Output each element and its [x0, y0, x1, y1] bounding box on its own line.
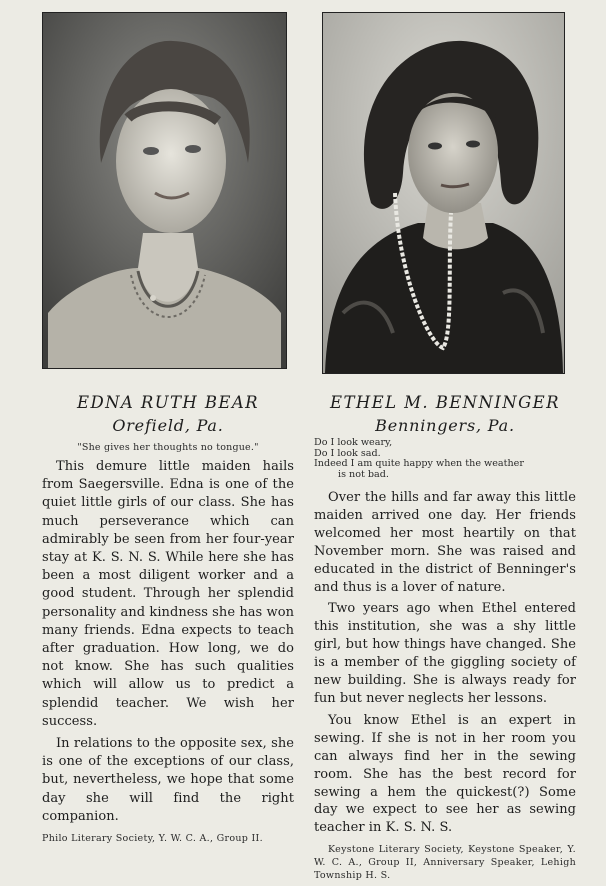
portrait-photo-right	[323, 13, 564, 373]
motto-verse	[314, 438, 576, 480]
bio-paragraph: You know Ethel is an expert in sewing. If she is not in her room you can always find her in the sewing room. She has the best record for sewing a hem the quickest(?) Some day we expect to see her as sewing teacher in K. S. N. S.	[314, 712, 576, 836]
bio-paragraph: Over the hills and far away this little maiden arrived one day. Her friends welcomed her most heartily on that November morn. She was raised and educated in the district of Benninger's and thus is a lover of nature.	[314, 490, 576, 595]
portrait-photo-left	[43, 13, 286, 368]
verse-line: Do I look weary,	[314, 437, 393, 448]
hometown: Orefield, Pa.	[112, 416, 224, 435]
portrait-ethel-m-benninger	[322, 12, 565, 374]
verse-line: Indeed I am quite happy when the weather	[314, 458, 524, 469]
motto-quote: "She gives her thoughts no tongue."	[77, 442, 259, 453]
bio-paragraph: Two years ago when Ethel entered this institution, she was a shy little girl, but how things have changed. She is a member of the giggling society of new building. She is always ready for fun but never neglects her lessons.	[314, 601, 576, 706]
bio-paragraph: This demure little maiden hails from Saegersville. Edna is one of the quiet little girls of our class. She has much perseverance which can admirably be seen from her four-year stay at K. S. N. S. While here she has been a most diligent worker and a good student. Through her splendid personality and kindness she has won many friends. Edna expects to teach after graduation. How long, we do not know. She has such qualities which will allow us to predict a splendid teacher. We wish her success.	[42, 459, 294, 729]
activities-list: Philo Literary Society, Y. W. C. A., Group II.	[42, 833, 263, 845]
hometown: Benningers, Pa.	[375, 416, 515, 435]
portrait-edna-ruth-bear	[42, 12, 287, 369]
biography-right	[314, 392, 576, 882]
biography-left	[42, 392, 294, 845]
activities-list: Keystone Literary Society, Keystone Speaker, Y. W. C. A., Group II, Anniversary Speaker, Lehigh Township H. S.	[314, 844, 576, 882]
student-name: EDNA RUTH BEAR	[77, 393, 259, 412]
bio-paragraph: In relations to the opposite sex, she is one of the exceptions of our class, but, nevertheless, we hope that some day she will find the right companion.	[42, 736, 294, 824]
verse-line: Do I look sad.	[314, 447, 381, 459]
student-name: ETHEL M. BENNINGER	[330, 393, 560, 412]
verse-line: is not bad.	[338, 468, 389, 480]
